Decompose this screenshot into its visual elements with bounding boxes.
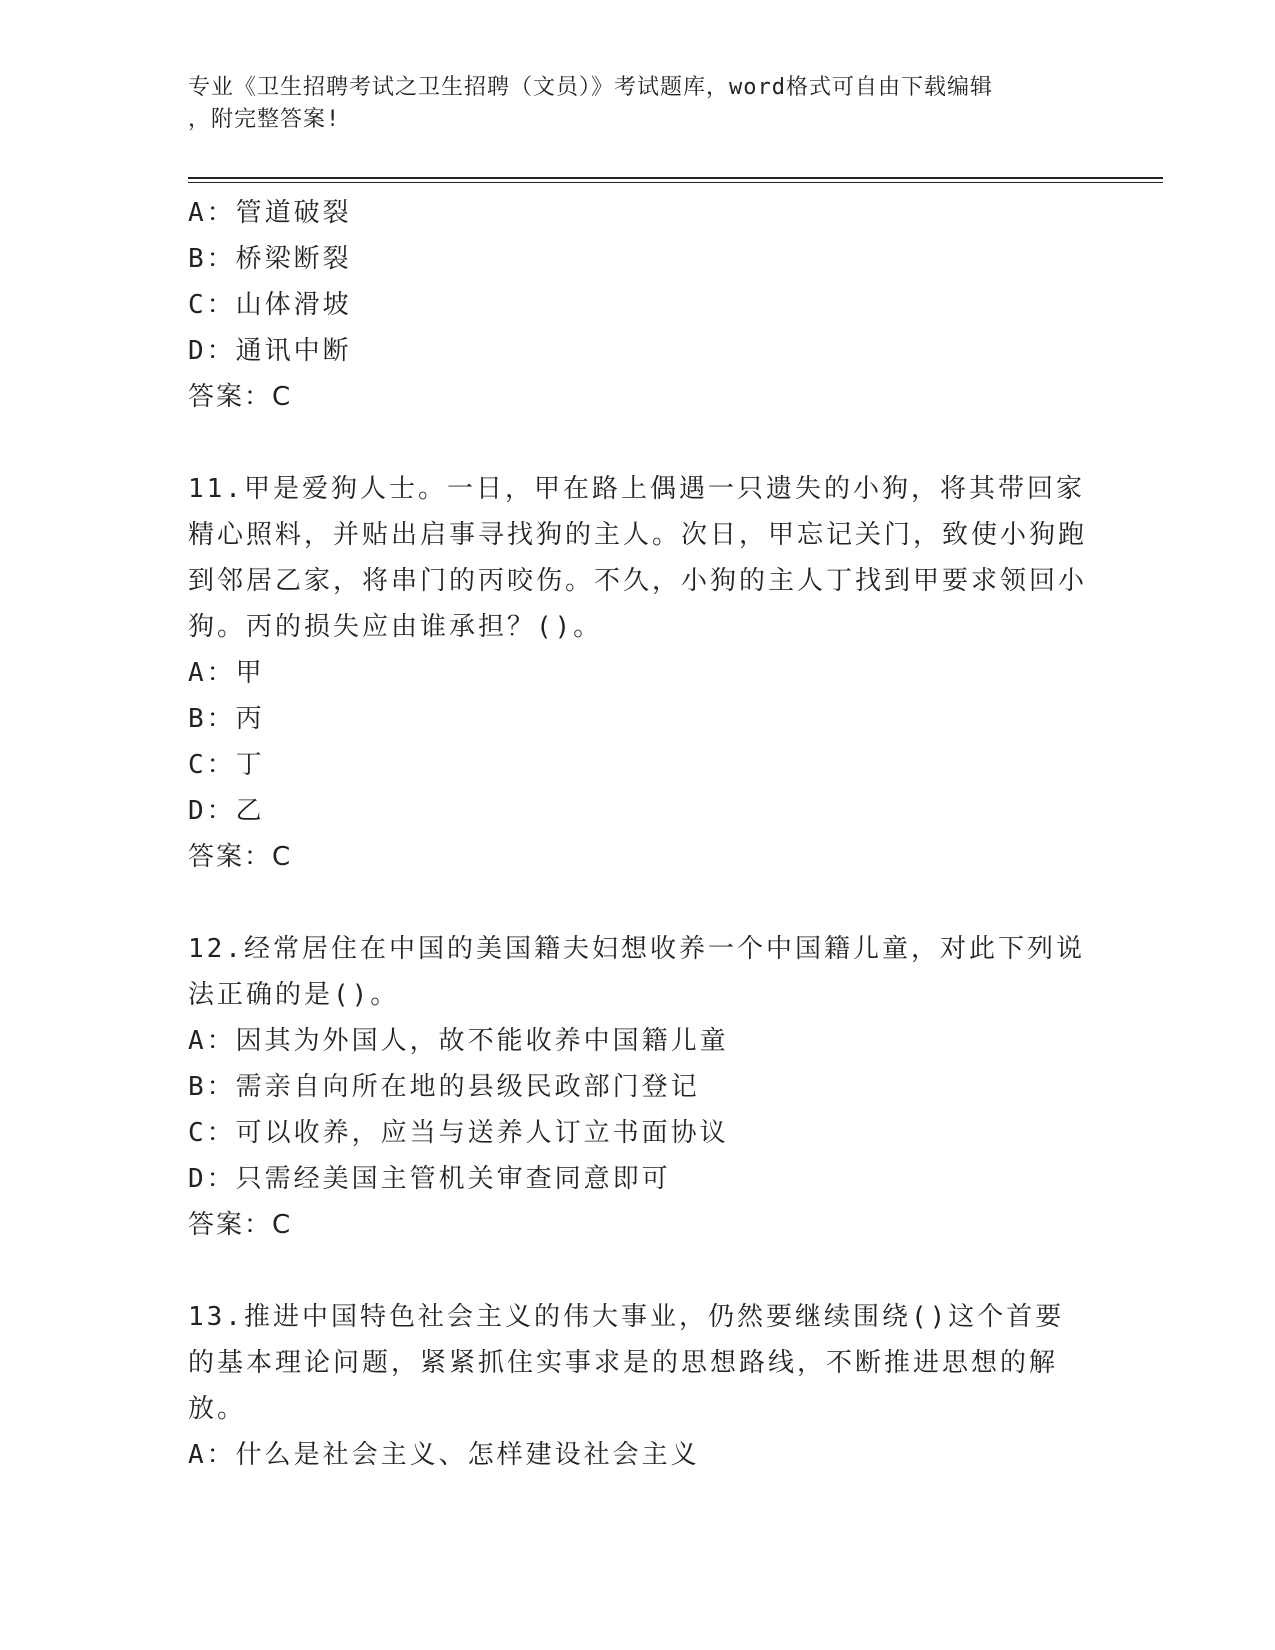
- header-divider: [188, 177, 1163, 179]
- question-list: [188, 190, 1088, 1478]
- header-divider-thin: [188, 182, 1163, 183]
- option-a: A：因其为外国人，故不能收养中国籍儿童: [188, 1026, 729, 1056]
- question-stem: 12.经常居住在中国的美国籍夫妇想收养一个中国籍儿童，对此下列说法正确的是()。: [188, 934, 1085, 1010]
- question-block-11: [188, 466, 1088, 880]
- option-d: D：通讯中断: [188, 336, 352, 366]
- header-line-2: ，附完整答案!: [188, 107, 341, 132]
- question-block-10: [188, 190, 1088, 420]
- option-a: A：管道破裂: [188, 198, 352, 228]
- option-c: C：丁: [188, 750, 265, 780]
- option-d: D：只需经美国主管机关审查同意即可: [188, 1164, 671, 1194]
- option-a: A：甲: [188, 658, 265, 688]
- option-d: D：乙: [188, 796, 265, 826]
- header-line-1: 专业《卫生招聘考试之卫生招聘（文员）》考试题库，word格式可自由下载编辑: [188, 75, 993, 100]
- option-b: B：丙: [188, 704, 265, 734]
- question-block-13: [188, 1294, 1088, 1478]
- answer-line: 答案：C: [188, 382, 293, 412]
- option-a: A：什么是社会主义、怎样建设社会主义: [188, 1440, 700, 1470]
- answer-line: 答案：C: [188, 1210, 293, 1240]
- option-b: B：需亲自向所在地的县级民政部门登记: [188, 1072, 700, 1102]
- option-b: B：桥梁断裂: [188, 244, 352, 274]
- option-c: C：山体滑坡: [188, 290, 352, 320]
- question-block-12: [188, 926, 1088, 1248]
- answer-line: 答案：C: [188, 842, 293, 872]
- option-c: C：可以收养，应当与送养人订立书面协议: [188, 1118, 729, 1148]
- question-stem: 13.推进中国特色社会主义的伟大事业，仍然要继续围绕()这个首要的基本理论问题，紧紧抓住实事求是的思想路线，不断推进思想的解放。: [188, 1302, 1065, 1424]
- document-header: [188, 72, 1088, 136]
- question-stem: 11.甲是爱狗人士。一日，甲在路上偶遇一只遗失的小狗，将其带回家精心照料，并贴出启事寻找狗的主人。次日，甲忘记关门，致使小狗跑到邻居乙家，将串门的丙咬伤。不久，小狗的主人丁找到甲要求领回小狗。丙的损失应由谁承担？()。: [188, 474, 1088, 642]
